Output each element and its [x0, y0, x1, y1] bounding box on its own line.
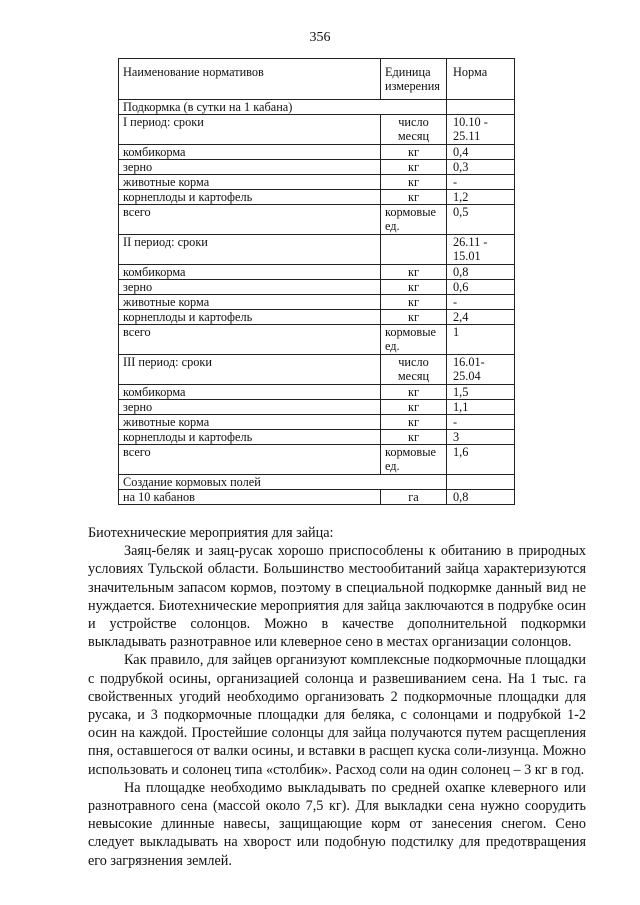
row-norm: 0,6 [447, 280, 515, 295]
paragraph-1: Заяц-беляк и заяц-русак хорошо приспособлены к обитанию в природных условиях Тульской области. Большинство местообитаний зайца характеризуются значительным запасом кормов, поэтому в специальной подкормке данный вид не нуждается. Биотехнические мероприятия для зайца заключаются в подрубке осин и устройстве солонцов. Можно в качестве дополнительной подкормки выкладывать разнотравное или клеверное сено в местах организации солонцов. [88, 543, 586, 651]
row-norm: 16.01- 25.04 [447, 355, 515, 385]
row-unit: кормовые ед. [381, 445, 447, 475]
row-norm: - [447, 175, 515, 190]
row-norm: 10.10 - 25.11 [447, 115, 515, 145]
row-name: I период: сроки [119, 115, 381, 145]
row-unit: кг [381, 265, 447, 280]
row-name: всего [119, 445, 381, 475]
row-unit: кг [381, 400, 447, 415]
row-name: корнеплоды и картофель [119, 430, 381, 445]
row-name: всего [119, 205, 381, 235]
row-norm: 0,4 [447, 145, 515, 160]
row-norm: 2,4 [447, 310, 515, 325]
row-unit: кормовые ед. [381, 205, 447, 235]
row-name: зерно [119, 400, 381, 415]
row-name: комбикорма [119, 145, 381, 160]
row-unit: кг [381, 430, 447, 445]
row-unit: кг [381, 385, 447, 400]
row-name: животные корма [119, 295, 381, 310]
row-norm: 0,8 [447, 265, 515, 280]
row-unit: число месяц [381, 355, 447, 385]
row-unit: кг [381, 415, 447, 430]
table-row [119, 265, 515, 280]
row-name: комбикорма [119, 385, 381, 400]
row-name: животные корма [119, 175, 381, 190]
row-name: зерно [119, 280, 381, 295]
empty-cell [447, 475, 515, 490]
row-name: зерно [119, 160, 381, 175]
table-row [119, 385, 515, 400]
table-row [119, 280, 515, 295]
row-unit: кг [381, 175, 447, 190]
table-row [119, 145, 515, 160]
row-name: корнеплоды и картофель [119, 190, 381, 205]
section-cell: Подкормка (в сутки на 1 кабана) [119, 100, 447, 115]
row-norm: - [447, 415, 515, 430]
row-name: III период: сроки [119, 355, 381, 385]
row-norm: 0,3 [447, 160, 515, 175]
table-row [119, 325, 515, 355]
row-name: корнеплоды и картофель [119, 310, 381, 325]
paragraph-3: На площадке необходимо выкладывать по средней охапке клеверного или разнотравного сена (массой около 7,5 кг). Для выкладки сена нужно соорудить невысокие длинные навесы, защищающие корм от занесения снегом. Сено следует выкладывать на хворост или подобную подстилку для предотвращения его загрязнения землей. [88, 779, 586, 869]
table-row [119, 355, 515, 385]
table-row [119, 310, 515, 325]
row-unit: число месяц [381, 115, 447, 145]
header-unit: Единица измерения [381, 59, 447, 100]
section-heading: Биотехнические мероприятия для зайца: [88, 525, 334, 541]
header-name: Наименование нормативов [119, 59, 381, 100]
table-row [119, 175, 515, 190]
row-unit: кг [381, 145, 447, 160]
paragraph-2: Как правило, для зайцев организуют комплексные подкормочные площадки с подрубкой осины, организацией солонца и развешиванием сена. На 1 тыс. га свойственных угодий необходимо организовать 2 подкормочные площадки для русака, и 3 подкормочные площадки для беляка, с солонцами и подрубкой 1-2 осин на каждой. Простейшие солонцы для зайца получаются путем расщепления пня, оставшегося от валки осины, и вставки в расщеп куска соли-лизунца. Можно использовать и солонец типа «столбик». Расход соли на один солонец – 3 кг в год. [88, 652, 586, 778]
row-unit: га [381, 490, 447, 505]
page-number: 356 [309, 30, 331, 45]
table-row [119, 430, 515, 445]
empty-cell [447, 100, 515, 115]
row-name: всего [119, 325, 381, 355]
row-norm: 1,6 [447, 445, 515, 475]
table-row [119, 100, 515, 115]
norms-table-body [119, 59, 515, 505]
row-norm: 3 [447, 430, 515, 445]
row-unit: кормовые ед. [381, 325, 447, 355]
table-row [119, 490, 515, 505]
body-text [88, 524, 586, 870]
table-header-row [119, 59, 515, 100]
row-norm: 0,5 [447, 205, 515, 235]
section-cell: Создание кормовых полей [119, 475, 447, 490]
table-row [119, 295, 515, 310]
table-row [119, 235, 515, 265]
row-norm: - [447, 295, 515, 310]
row-name: на 10 кабанов [119, 490, 381, 505]
row-name: животные корма [119, 415, 381, 430]
table-row [119, 160, 515, 175]
row-norm: 0,8 [447, 490, 515, 505]
row-unit: кг [381, 310, 447, 325]
header-norm: Норма [447, 59, 515, 100]
row-name: комбикорма [119, 265, 381, 280]
row-unit: кг [381, 190, 447, 205]
row-unit: кг [381, 280, 447, 295]
row-norm: 26.11 - 15.01 [447, 235, 515, 265]
table-row [119, 205, 515, 235]
table-row [119, 400, 515, 415]
table-row [119, 475, 515, 490]
row-unit [381, 235, 447, 265]
table-row [119, 415, 515, 430]
table-row [119, 190, 515, 205]
row-norm: 1 [447, 325, 515, 355]
row-norm: 1,1 [447, 400, 515, 415]
norms-table [118, 58, 515, 505]
row-norm: 1,5 [447, 385, 515, 400]
row-unit: кг [381, 295, 447, 310]
row-unit: кг [381, 160, 447, 175]
table-row [119, 115, 515, 145]
row-name: II период: сроки [119, 235, 381, 265]
row-norm: 1,2 [447, 190, 515, 205]
table-row [119, 445, 515, 475]
